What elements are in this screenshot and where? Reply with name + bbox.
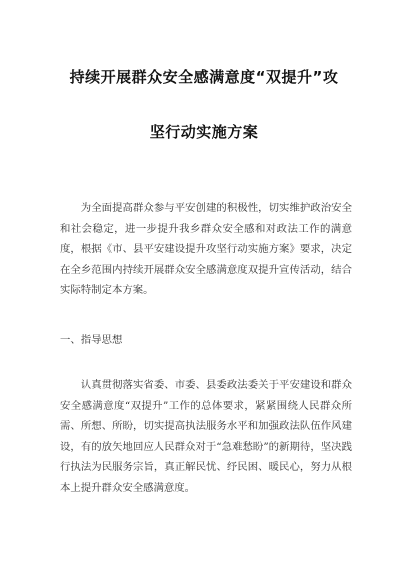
document-title-line-2: 坚行动实施方案 xyxy=(149,123,259,141)
section-heading-guiding-ideology: 一、指导思想 xyxy=(60,334,123,346)
document-title-line-1: 持续开展群众安全感满意度“双提升”攻 xyxy=(69,68,339,86)
intro-paragraph: 为全面提高群众参与平安创建的积极性，切实维护政治安全和社会稳定，进一步提升我乡群众安全感和对政法工作的满意度，根据《市、县平安建设提升攻坚行动实施方案》要求，决定在全乡范围内持续开展群众安全感满意度双提升宣传活动，结合实际特制定本方案。 xyxy=(60,202,352,296)
guiding-ideology-paragraph: 认真贯彻落实省委、市委、县委政法委关于平安建设和群众安全感满意度“双提升”工作的总体要求，紧紧围绕人民群众所需、所想、所盼，切实提高执法服务水平和加强政法队伍作风建设，有的放矢地回应人民群众对于“急难愁盼”的新期待，坚决践行执法为民服务宗旨，真正解民忧、纾民困、暖民心，努力从根本上提升群众安全感满意度。 xyxy=(60,379,352,494)
